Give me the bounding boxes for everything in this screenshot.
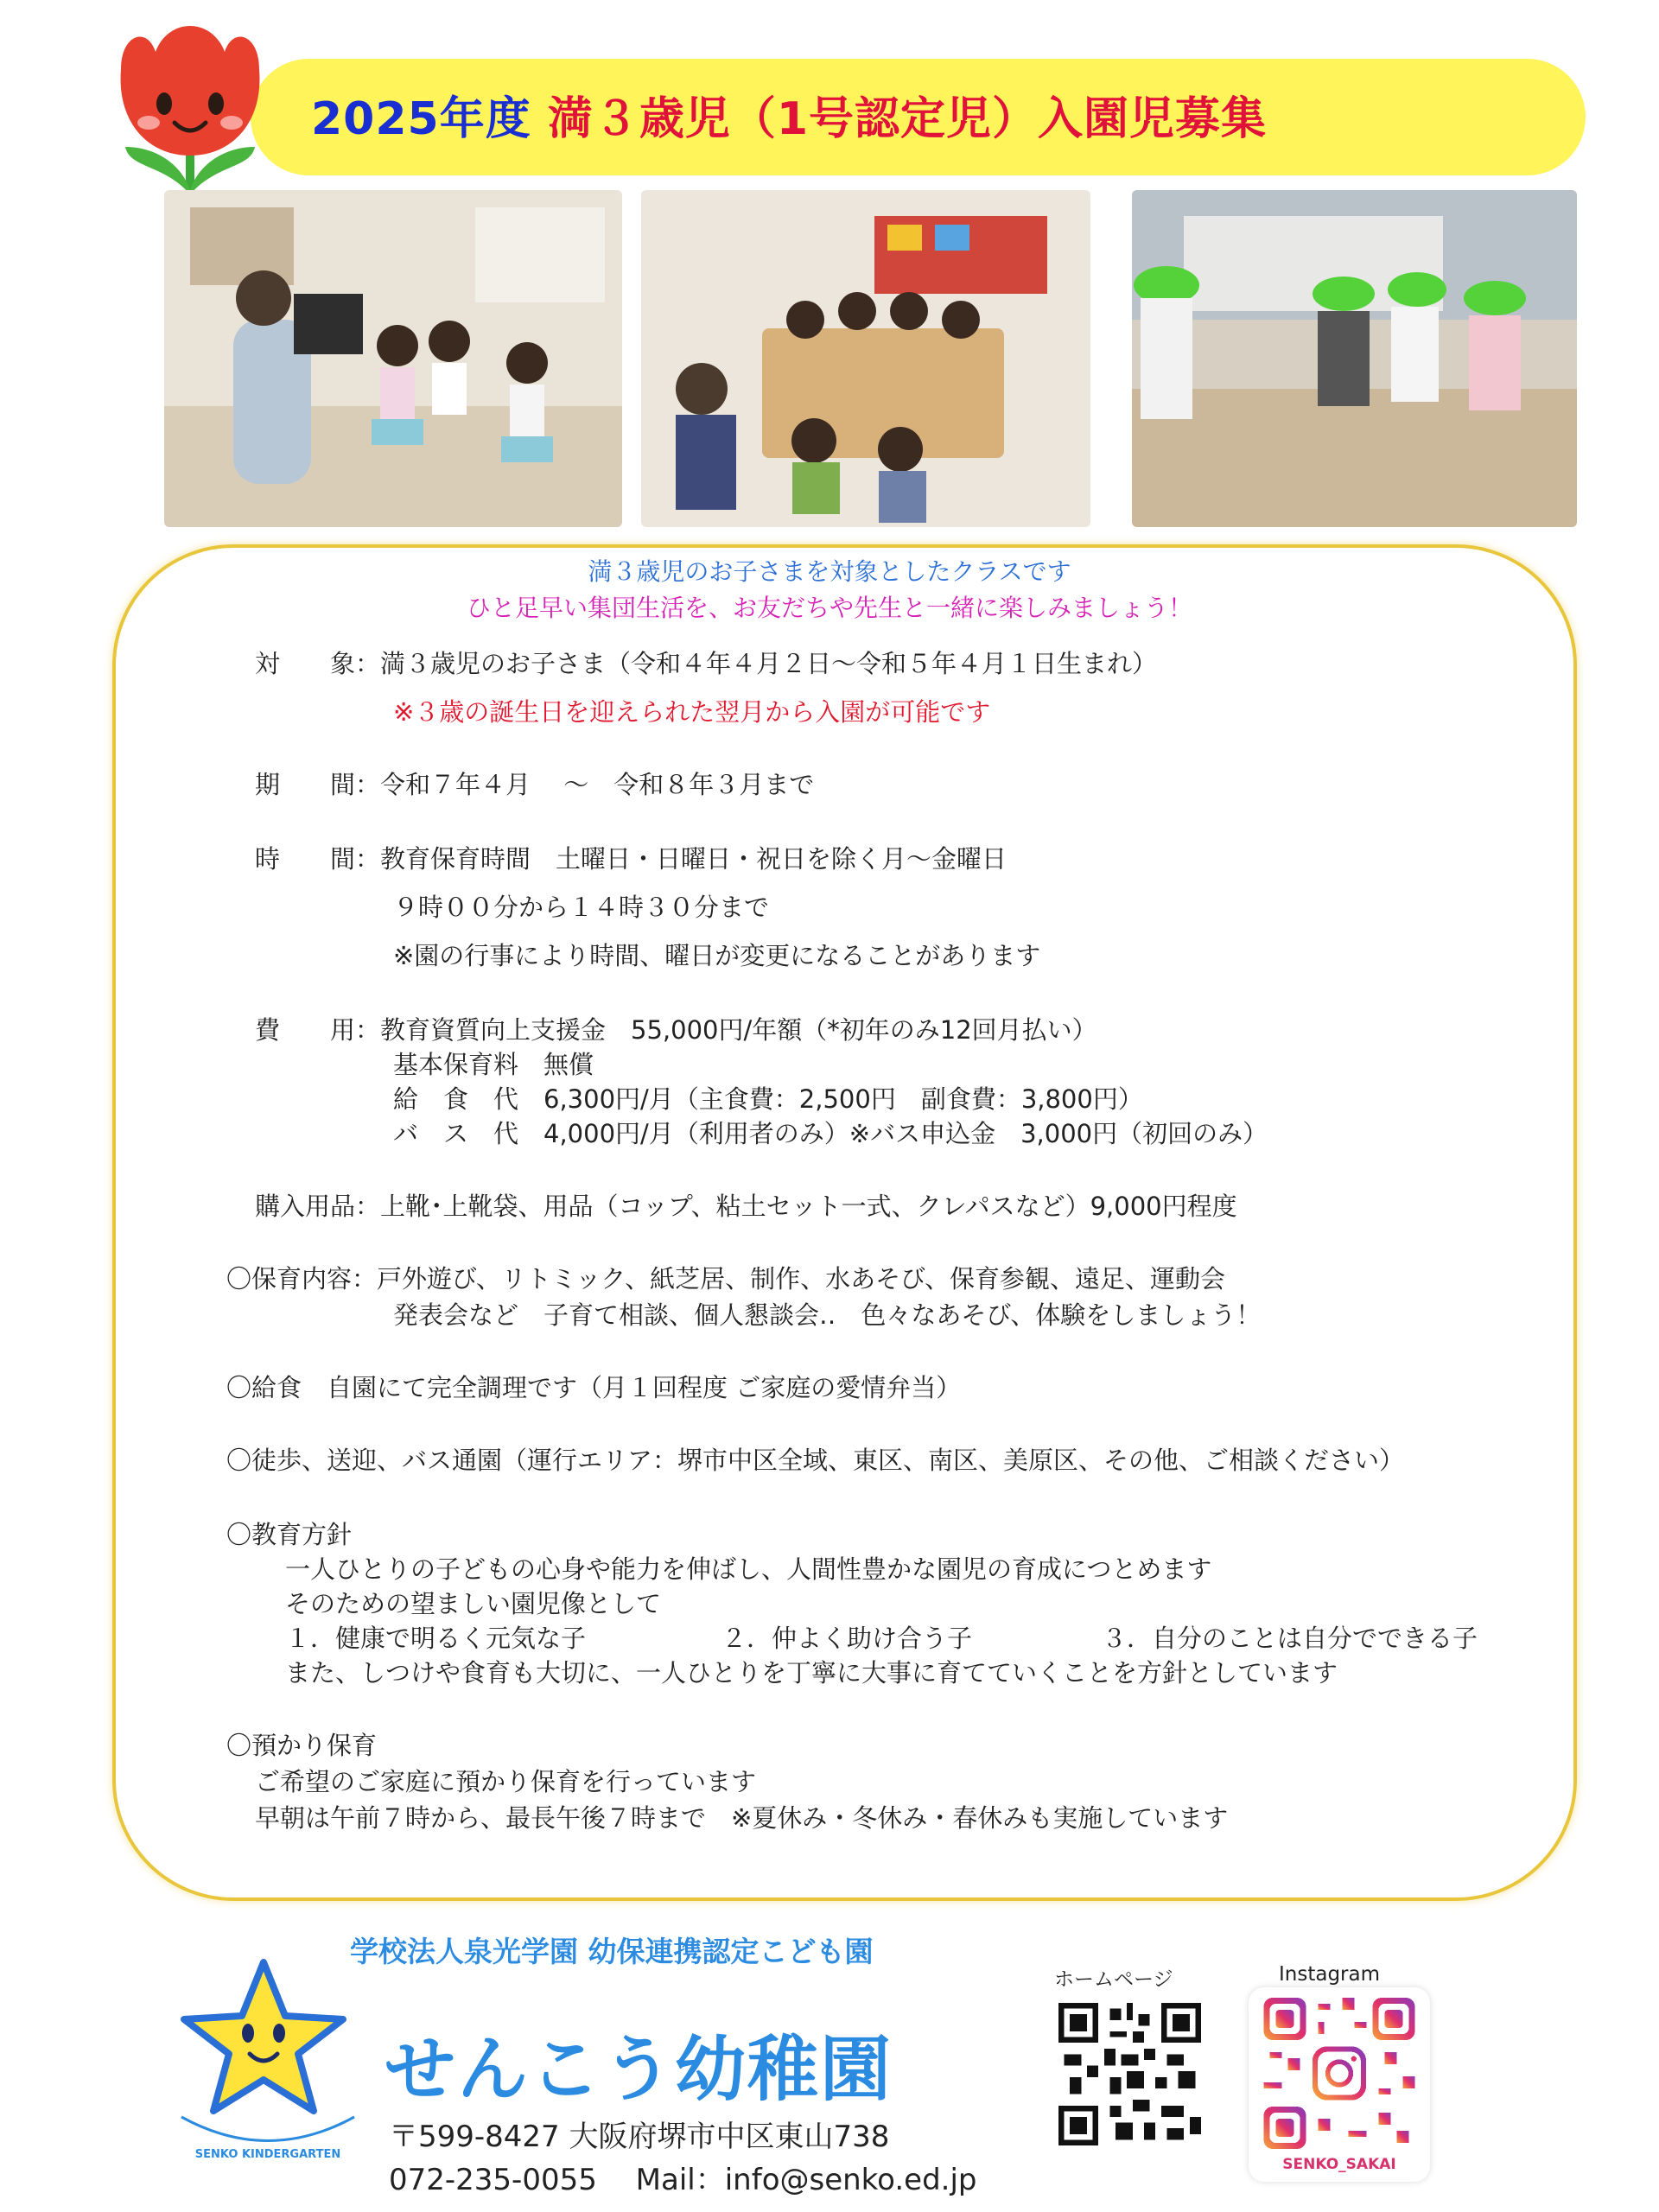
organization-subtitle: 学校法人泉光学園 幼保連携認定こども園 [350,1935,874,1968]
fee-label: 費 用： [255,1015,381,1045]
target-row [255,646,1157,681]
lunch-row: 〇給食 自園にて完全調理です（月１回程度 ご家庭の愛情弁当） [226,1373,962,1402]
intro-line-2: ひと足早い集団生活を、お友だちや先生と一緒に楽しみましょう！ [466,594,1192,622]
photo-outdoor-walk [1132,190,1577,527]
supplies-row [255,1189,1237,1224]
time-label: 時 間： [255,844,381,874]
period-row [255,767,814,802]
period-label: 期 間： [255,770,381,799]
time-note: ※園の行事により時間、曜日が変更になることがあります [393,941,1041,970]
page-title [311,82,1267,147]
organization-name: せんこう幼稚園 [385,2029,893,2111]
time-row [255,842,1007,876]
photo-story-time [164,190,622,527]
logo-caption: SENKO KINDERGARTEN [194,2148,341,2161]
title-main: 満３歳児（1号認定児）入園児募集 [531,93,1268,145]
fee-line-2: 基本保育料 無償 [393,1050,594,1079]
period-value: 令和７年４月 ～ 令和８年３月まで [380,770,815,799]
time-value: 教育保育時間 土曜日・日曜日・祝日を除く月～金曜日 [380,844,1007,874]
qr-code-icon[interactable] [1058,2003,1201,2145]
policy-goal-1: １．健康で明るく元気な子 [285,1624,587,1653]
photo-snack-time [641,190,1090,527]
supplies-value: 上靴･上靴袋、用品（コップ、粘土セット一式、クレパスなど）9,000円程度 [380,1192,1237,1221]
policy-line-1: 一人ひとりの子どもの心身や能力を伸ばし、人間性豊かな園児の育成につとめます [285,1554,1212,1584]
commute-row: 〇徒歩、送迎、バス通園（運行エリア：堺市中区全域、東区、南区、美原区、その他、ご相談ください） [226,1446,1405,1475]
tulip-mascot-icon [95,17,285,216]
policy-heading: 〇教育方針 [226,1520,353,1549]
address: 〒599-8427 大阪府堺市中区東山738 [389,2120,890,2154]
star-mascot-logo [177,1957,350,2121]
policy-line-3: また、しつけや食育も大切に、一人ひとりを丁寧に大事に育てていくことを方針としています [285,1658,1338,1688]
care-line-2: 早朝は午前７時から、最長午後７時まで ※夏休み・冬休み・春休みも実施しています [255,1803,1229,1833]
logo-caption-arc [173,2113,363,2164]
content-line-1: 戸外遊び、リトミック、紙芝居、制作、水あそび、保育参観、遠足、運動会 [377,1264,1225,1294]
fee-line-3: 給 食 代 6,300円/月（主食費：2,500円 副食費：3,800円） [393,1084,1143,1114]
fee-line-1: 教育資質向上支援金 55,000円/年額（*初年のみ12回月払い） [380,1015,1097,1045]
care-line-1: ご希望のご家庭に預かり保育を行っています [255,1767,757,1796]
contact-info: 072-235-0055 Mail：info@senko.ed.jp [389,2163,977,2197]
target-value: 満３歳児のお子さま（令和４年４月２日～令和５年４月１日生まれ） [380,649,1158,678]
instagram-label: Instagram [1279,1963,1381,1986]
instagram-handle: SENKO_SAKAI [1282,2156,1396,2173]
target-label: 対 象： [255,649,381,678]
target-note: ※３歳の誕生日を迎えられた翌月から入園が可能です [393,697,991,727]
time-hours: ９時００分から１４時３０分まで [393,893,770,922]
supplies-label: 購入用品： [255,1192,381,1221]
policy-line-2: そのための望ましい園児像として [285,1589,662,1618]
fee-row [255,1013,1097,1047]
fee-line-4: バ ス 代 4,000円/月（利用者のみ）※バス申込金 3,000円（初回のみ） [393,1119,1268,1148]
content-label: 〇保育内容： [226,1264,378,1294]
intro-line-1: 満３歳児のお子さまを対象としたクラスです [588,557,1071,586]
homepage-label: ホームページ [1054,1968,1173,1991]
policy-goal-3: ３．自分のことは自分でできる子 [1102,1624,1478,1653]
care-heading: 〇預かり保育 [226,1731,378,1760]
instagram-qr-icon[interactable] [1262,1998,1417,2149]
content-row [226,1262,1225,1296]
content-line-2: 発表会など 子育て相談、個人懇談会‥ 色々なあそび、体験をしましょう！ [393,1300,1262,1330]
policy-goal-2: ２．仲よく助け合う子 [721,1624,973,1653]
title-year: 2025年度 [311,93,531,145]
